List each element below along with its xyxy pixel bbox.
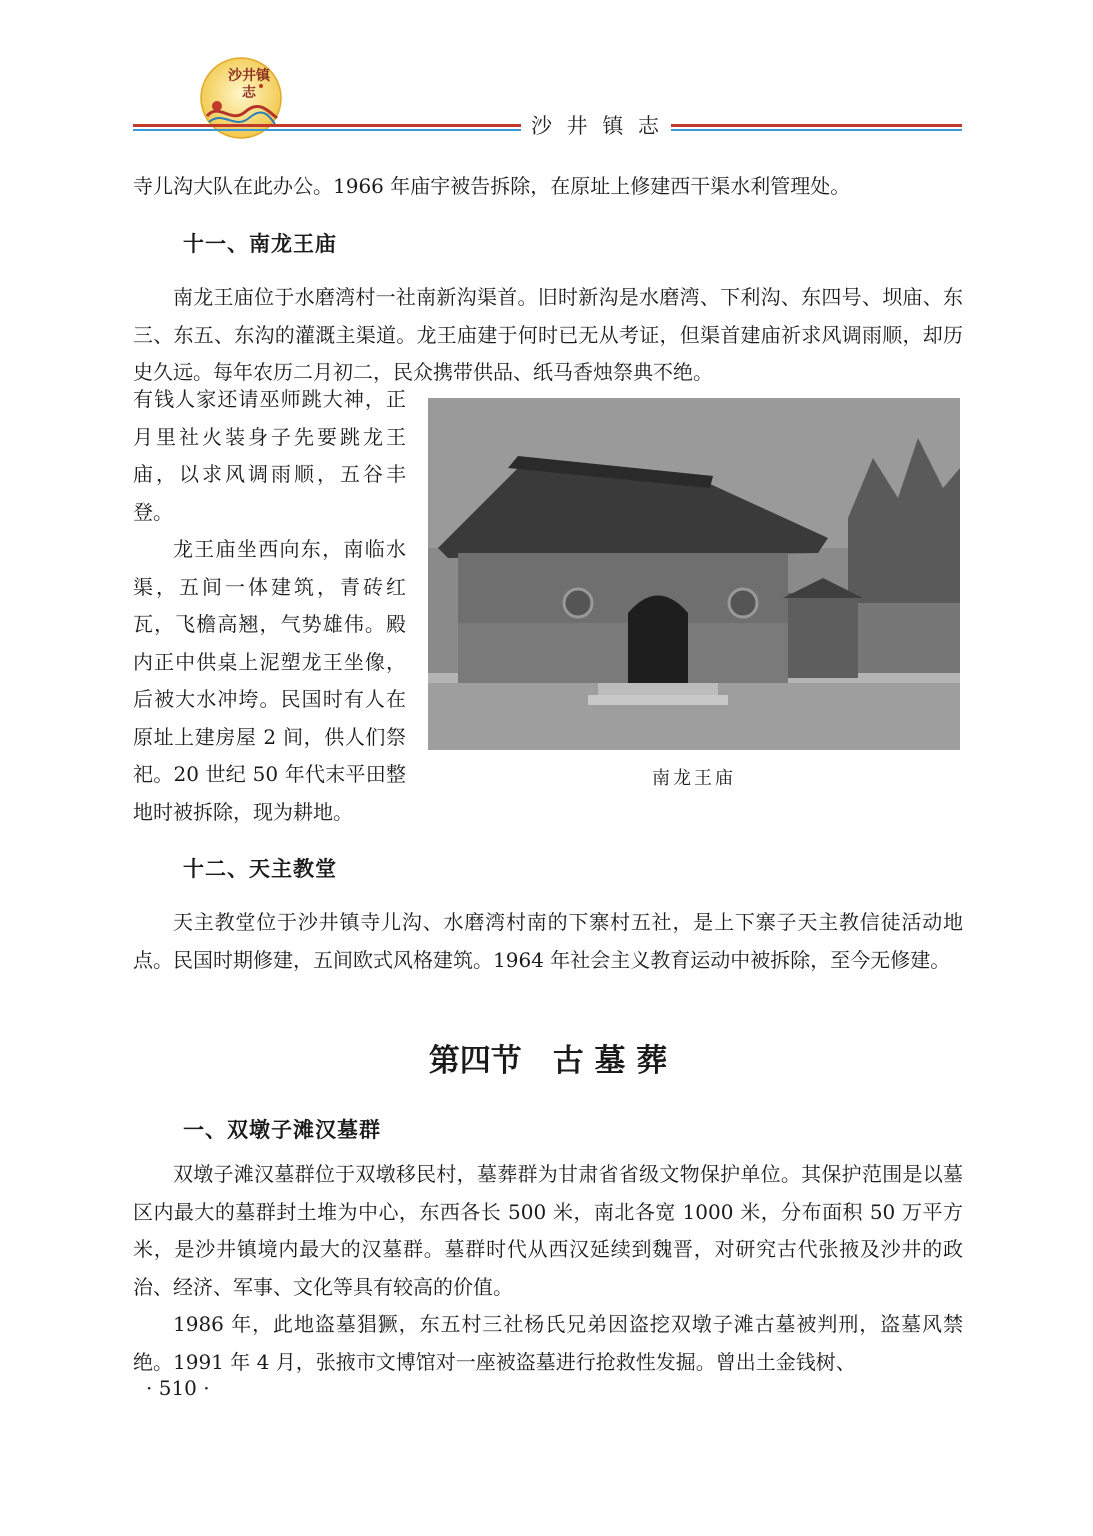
- church-paragraph: 天主教堂位于沙井镇寺儿沟、水磨湾村南的下寨村五社，是上下寨子天主教信徒活动地点。民国时期修建，五间欧式风格建筑。1964 年社会主义教育运动中被拆除，至今无修建。: [133, 910, 963, 972]
- section-heading-11: 十一、南龙王庙: [183, 232, 337, 256]
- header-rule-red: [133, 124, 521, 127]
- nanlongwang-paragraph-1: 南龙王庙位于水磨湾村一社南新沟渠首。旧时新沟是水磨湾、下利沟、东四号、坝庙、东三、东五、东沟的灌溉主渠道。龙王庙建于何时已无从考证，但渠首建庙祈求风调雨顺，却历史久远。每年农历二月初二，民众携带供品、纸马香烛祭典不绝。: [133, 285, 963, 384]
- nanlongwang-paragraph-1-cont: 有钱人家还请巫师跳大神，正月里社火装身子先要跳龙王庙，以求风调雨顺，五谷丰登。: [133, 387, 406, 524]
- text-column-left: [133, 381, 406, 831]
- page-number: · 510 ·: [146, 1376, 210, 1400]
- photo-caption: 南龙王庙: [652, 768, 736, 789]
- section-title: 第四节 古 墓 葬: [428, 1043, 668, 1079]
- continuation-paragraph: 寺儿沟大队在此办公。1966 年庙宇被告拆除，在原址上修建西干渠水利管理处。: [133, 174, 851, 198]
- logo-text: 沙井镇志: [228, 68, 270, 101]
- subsection-heading-1: 一、双墩子滩汉墓群: [183, 1118, 381, 1142]
- header-rule-blue: [133, 129, 521, 131]
- header-rule-red-right: [671, 124, 962, 127]
- tomb-paragraph-1: 双墩子滩汉墓群位于双墩移民村，墓葬群为甘肃省省级文物保护单位。其保护范围是以墓区内最大的墓群封土堆为中心，东西各长 500 米，南北各宽 1000 米，分布面积 50 万平方米，是沙井镇境内最大的汉墓群。墓群时代从西汉延续到魏晋，对研究古代张掖及沙井的政治、经济、军事、文化等具有较高的价值。: [133, 1162, 963, 1299]
- section-heading-12: 十二、天主教堂: [183, 857, 337, 881]
- running-title: 沙 井 镇 志: [531, 114, 664, 138]
- tomb-paragraph-2: 1986 年，此地盗墓猖獗，东五村三社杨氏兄弟因盗挖双墩子滩古墓被判刑，盗墓风禁绝。1991 年 4 月，张掖市文博馆对一座被盗墓进行抢救性发掘。曾出土金钱树、: [133, 1312, 963, 1374]
- book-logo: [197, 56, 285, 140]
- nanlongwang-paragraph-2: 龙王庙坐西向东，南临水渠，五间一体建筑，青砖红瓦，飞檐高翘，气势雄伟。殿内正中供桌上泥塑龙王坐像，后被大水冲垮。民国时有人在原址上建房屋 2 间，供人们祭祀。20 世纪 50 年代末平田整地时被拆除，现为耕地。: [133, 537, 406, 824]
- temple-photo: [428, 398, 960, 750]
- tomb-text-block: [133, 1156, 963, 1381]
- header-rule-blue-right: [671, 129, 962, 131]
